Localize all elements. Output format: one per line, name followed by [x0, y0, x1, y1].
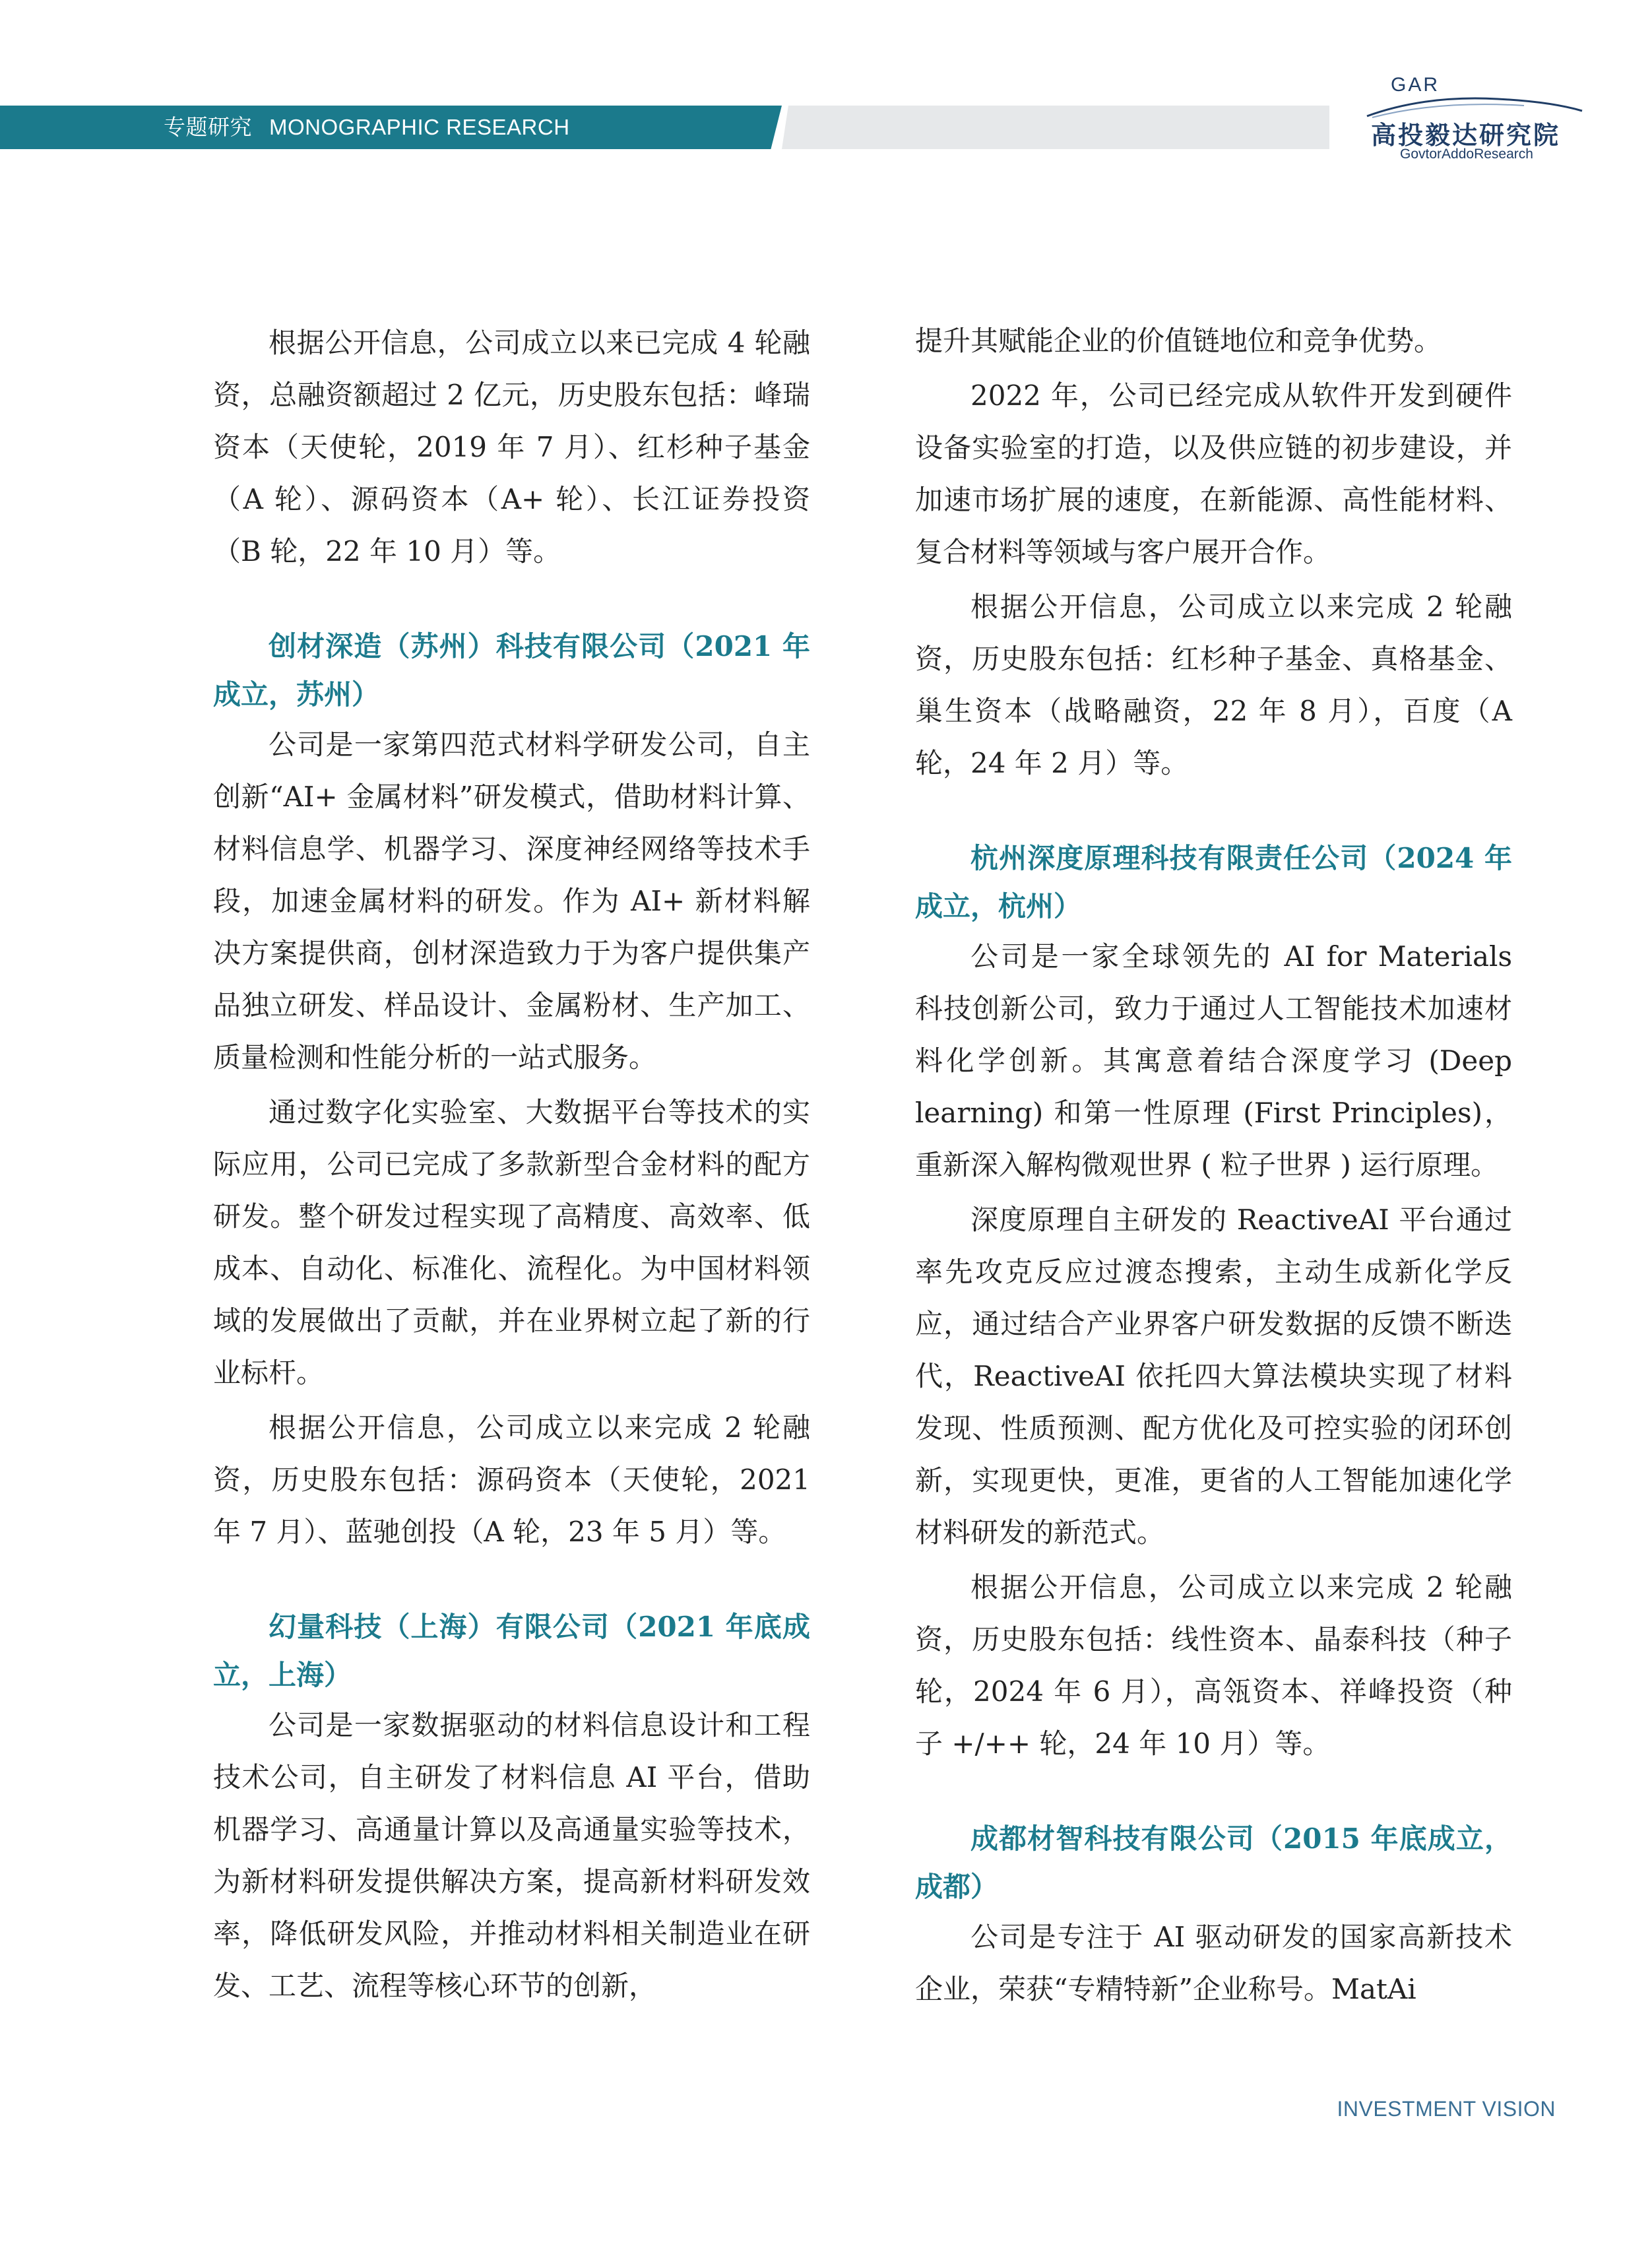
paragraph: 提升其赋能企业的价值链地位和竞争优势。: [915, 325, 1442, 357]
section-label: [164, 111, 570, 144]
paragraph: 公司是一家第四范式材料学研发公司，自主创新“AI+ 金属材料”研发模式，借助材料计算、材料信息学、机器学习、深度神经网络等技术手段，加速金属材料的研发。作为 AI+ 新材料解决方案提供商，创材深造致力于为客户提供集产品独立研发、样品设计、金属粉材、生产加工、质量检测和性能分析的一站式服务。: [213, 728, 810, 1074]
paragraph: 根据公开信息，公司成立以来完成 2 轮融资，历史股东包括：线性资本、晶泰科技（种子轮，2024 年 6 月），高瓴资本、祥峰投资（种子 +/++ 轮，24 年 10 月）等。: [915, 1571, 1512, 1760]
section-label-cn: 专题研究: [164, 115, 252, 139]
footer-label: INVESTMENT VISION: [1337, 2097, 1556, 2121]
logo-name-en: GovtorAddoResearch: [1400, 146, 1533, 162]
right-column: [915, 315, 1512, 2018]
logo-abbreviation: GAR: [1390, 74, 1440, 96]
company-heading: 杭州深度原理科技有限责任公司（2024 年成立，杭州）: [915, 842, 1512, 922]
paragraph: 公司是一家数据驱动的材料信息设计和工程技术公司，自主研发了材料信息 AI 平台，借助机器学习、高通量计算以及高通量实验等技术，为新材料研发提供解决方案，提高新材料研发效率，降低研发风险，并推动材料相关制造业在研发、工艺、流程等核心环节的创新，: [213, 1709, 810, 2002]
header-band-gray: [782, 106, 1329, 149]
logo-name-cn: 高投毅达研究院: [1371, 121, 1561, 150]
paragraph: 2022 年，公司已经完成从软件开发到硬件设备实验室的打造，以及供应链的初步建设，并加速市场扩展的速度，在新能源、高性能材料、复合材料等领域与客户展开合作。: [915, 379, 1512, 568]
company-heading: 幻量科技（上海）有限公司（2021 年底成立，上海）: [213, 1611, 810, 1691]
paragraph: 通过数字化实验室、大数据平台等技术的实际应用，公司已完成了多款新型合金材料的配方研发。整个研发过程实现了高精度、高效率、低成本、自动化、标准化、流程化。为中国材料领域的发展做出了贡献，并在业界树立起了新的行业标杆。: [213, 1096, 810, 1389]
paragraph: 公司是专注于 AI 驱动研发的国家高新技术企业，荣获“专精特新”企业称号。MatAi: [915, 1921, 1512, 2005]
paragraph: 深度原理自主研发的 ReactiveAI 平台通过率先攻克反应过渡态搜索，主动生成新化学反应，通过结合产业界客户研发数据的反馈不断迭代，ReactiveAI 依托四大算法模块实现了材料发现、性质预测、配方优化及可控实验的闭环创新，实现更快，更准，更省的人工智能加速化学材料研发的新范式。: [915, 1204, 1512, 1549]
company-heading: 成都材智科技有限公司（2015 年底成立，成都）: [915, 1822, 1512, 1903]
gar-logo: [1366, 74, 1583, 166]
paragraph: 公司是一家全球领先的 AI for Materials 科技创新公司，致力于通过人工智能技术加速材料化学创新。其寓意着结合深度学习 (Deep learning) 和第一性原理 (First Principles)，重新深入解构微观世界 ( 粒子世界 ) 运行原理。: [915, 940, 1512, 1181]
paragraph: 根据公开信息，公司成立以来完成 2 轮融资，历史股东包括：源码资本（天使轮，2021 年 7 月）、蓝驰创投（A 轮，23 年 5 月）等。: [213, 1411, 810, 1548]
paragraph: 根据公开信息，公司成立以来已完成 4 轮融资，总融资额超过 2 亿元，历史股东包括：峰瑞资本（天使轮，2019 年 7 月）、红杉种子基金（A 轮）、源码资本（A+ 轮）、长江证券投资（B 轮，22 年 10 月）等。: [213, 327, 810, 567]
left-column: [213, 317, 810, 2014]
paragraph: 根据公开信息，公司成立以来完成 2 轮融资，历史股东包括：红杉种子基金、真格基金、巢生资本（战略融资，22 年 8 月），百度（A 轮，24 年 2 月）等。: [915, 591, 1512, 779]
section-label-en: MONOGRAPHIC RESEARCH: [269, 115, 570, 139]
company-heading: 创材深造（苏州）科技有限公司（2021 年成立，苏州）: [213, 630, 810, 711]
